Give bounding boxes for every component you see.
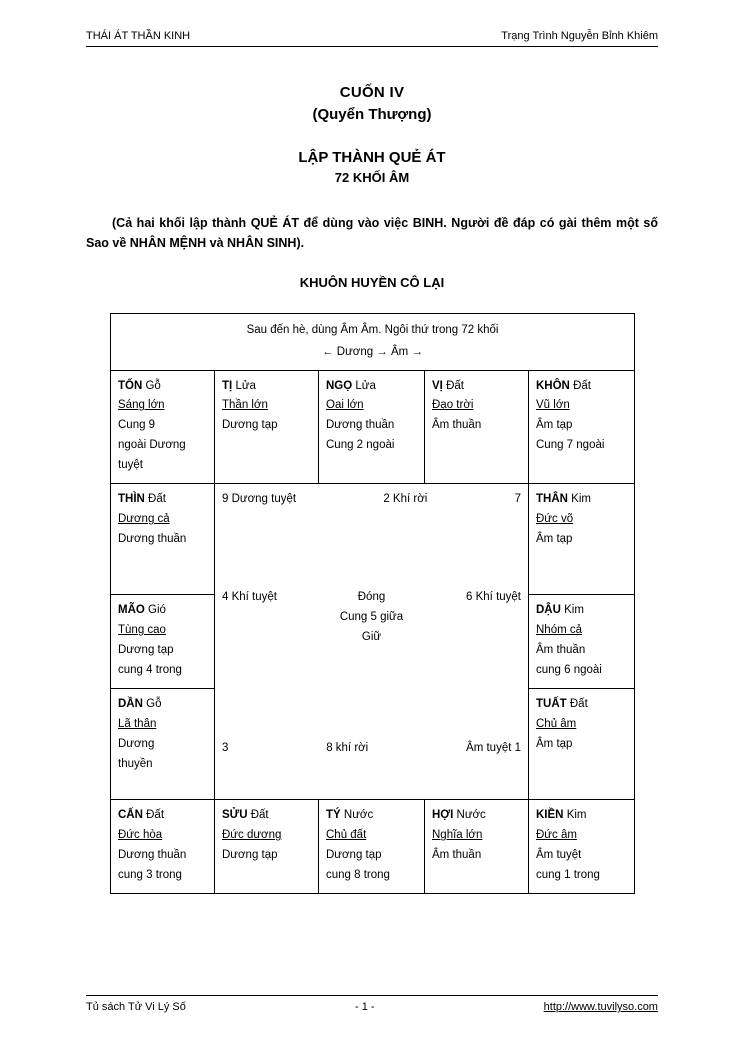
grid-caption-line2: ← Dương → Âm → <box>322 345 423 358</box>
grid-caption-cell <box>111 314 635 371</box>
cell-dau <box>529 595 635 689</box>
cell-name: NGỌ <box>326 379 353 392</box>
page-header <box>86 30 658 47</box>
cell-element: Đất <box>148 493 166 506</box>
cell-underline: Tùng cao <box>118 624 166 637</box>
center-bottom-left: 3 <box>222 742 229 755</box>
cell-khon <box>529 370 635 484</box>
cell-line3: cung 8 trong <box>326 868 390 881</box>
cell-line2: Âm thuần <box>432 848 482 861</box>
cell-line2: Cung 9 <box>118 419 156 432</box>
cell-element: Đất <box>446 379 464 392</box>
center-core-line1: Đóng <box>357 591 386 604</box>
cell-element: Đất <box>569 698 588 711</box>
cell-vi <box>425 370 529 484</box>
center-top-left: 9 Dương tuyệt <box>222 493 297 506</box>
cell-element: Nước <box>343 809 374 822</box>
cell-line2: Dương tạp <box>222 419 278 432</box>
center-top-mid: 2 Khí rời <box>383 493 428 506</box>
cell-name: DẬU <box>536 604 561 617</box>
cell-underline: Thần lớn <box>222 399 268 412</box>
cell-underline: Dương cả <box>118 513 170 526</box>
cell-line3: ngoài Dương tuyệt <box>118 438 186 471</box>
cell-line3: Cung 2 ngoài <box>326 438 395 451</box>
center-core-line2: Cung 5 giữa <box>339 610 404 623</box>
cell-name: DẦN <box>118 698 143 711</box>
cell-ty <box>319 800 425 894</box>
cell-underline: Nghĩa lớn <box>432 829 483 842</box>
cell-name: TÝ <box>326 809 341 822</box>
cell-name: TỊ <box>222 379 233 392</box>
cell-underline: Lã thân <box>118 718 157 731</box>
title-volume: CUỐN IV <box>339 84 405 101</box>
cell-name: SỬU <box>222 809 248 822</box>
grid-caption-line1: Sau đến hè, dùng Âm Âm. Ngôi thứ trong 72 khối <box>246 324 499 336</box>
intro-paragraph: (Cả hai khối lập thành QUẺ ÁT để dùng vào việc BINH. Người đề đáp có gài thêm một số Sao về NHÂN MỆNH và NHÂN SINH). <box>86 216 658 251</box>
center-mid-left: 4 Khí tuyệt <box>222 591 277 604</box>
cell-element: Kim <box>571 493 591 506</box>
cell-element: Kim <box>566 809 587 822</box>
cell-name: TUẤT <box>536 698 567 711</box>
khuon-grid-table <box>110 313 635 894</box>
cell-line2: Âm thuần <box>432 419 482 432</box>
header-left-text: THÁI ÁT THẦN KINH <box>86 30 191 42</box>
table-row <box>111 484 635 595</box>
cell-can <box>111 800 215 894</box>
footer-website-link[interactable]: http://www.tuvilyso.com <box>543 1001 658 1013</box>
cell-underline: Đạo trời <box>432 399 474 412</box>
cell-underline: Đức dương <box>222 829 282 842</box>
cell-element: Kim <box>564 604 584 617</box>
cell-name: KIỀN <box>536 809 564 822</box>
cell-element: Gỗ <box>145 379 161 392</box>
cell-name: THÌN <box>118 493 145 506</box>
cell-dan <box>111 689 215 800</box>
center-core-line3: Giữ <box>361 630 382 643</box>
cell-center-block <box>215 484 529 800</box>
cell-ton <box>111 370 215 484</box>
center-middle-row <box>222 588 521 647</box>
header-right-text: Trạng Trình Nguyễn Bỉnh Khiêm <box>501 30 658 42</box>
section-heading: KHUÔN HUYỀN CÔ LẠI <box>299 275 445 291</box>
center-top-row <box>222 490 521 510</box>
cell-element: Lửa <box>235 379 256 392</box>
cell-line2: Dương <box>118 737 155 750</box>
cell-name: KHÔN <box>536 379 570 392</box>
cell-underline: Sáng lớn <box>118 399 165 412</box>
cell-element: Đất <box>573 379 591 392</box>
cell-element: Gỗ <box>146 698 162 711</box>
center-top-right: 7 <box>514 493 521 506</box>
cell-name: CẤN <box>118 809 143 822</box>
cell-element: Lửa <box>355 379 376 392</box>
center-mid-right: 6 Khí tuyệt <box>466 591 521 604</box>
cell-mao <box>111 595 215 689</box>
cell-underline: Nhóm cả <box>536 624 583 637</box>
cell-name: THÂN <box>536 493 568 506</box>
cell-line2: Âm tạp <box>536 532 573 545</box>
table-row <box>111 800 635 894</box>
cell-line2: Dương thuần <box>118 848 187 861</box>
cell-underline: Oai lớn <box>326 399 364 412</box>
cell-name: HỢI <box>432 809 454 822</box>
cell-line2: Âm thuần <box>536 643 586 656</box>
cell-name: MÃO <box>118 604 145 617</box>
center-core <box>306 588 437 647</box>
table-row <box>111 314 635 371</box>
page-number: - 1 - <box>355 1001 375 1013</box>
cell-name: TỐN <box>118 379 143 392</box>
cell-underline: Đức hòa <box>118 829 163 842</box>
cell-kien <box>529 800 635 894</box>
title-block <box>86 82 658 290</box>
khuon-grid-wrapper <box>110 313 634 894</box>
cell-line2: Âm tạp <box>536 737 573 750</box>
cell-underline: Đức âm <box>536 829 577 842</box>
center-bottom-row <box>222 739 521 759</box>
cell-line3: Cung 7 ngoài <box>536 438 605 451</box>
cell-underline: Chủ âm <box>536 718 577 731</box>
cell-line3: cung 4 trong <box>118 663 182 676</box>
cell-line2: Dương thuần <box>326 419 395 432</box>
cell-element: Đất <box>146 809 165 822</box>
cell-name: VỊ <box>432 379 443 392</box>
cell-underline: Chủ đất <box>326 829 367 842</box>
title-subvolume: (Quyển Thượng) <box>312 105 432 123</box>
cell-element: Gió <box>148 604 166 617</box>
center-bottom-mid: 8 khí rời <box>326 742 369 755</box>
center-bottom-right: Âm tuyệt 1 <box>466 742 521 755</box>
cell-line2: Dương tạp <box>222 848 278 861</box>
cell-line2: Âm tuyệt <box>536 848 582 861</box>
cell-than <box>529 484 635 595</box>
cell-tuat <box>529 689 635 800</box>
cell-line2: Âm tạp <box>536 419 573 432</box>
cell-line3: cung 6 ngoài <box>536 663 602 676</box>
cell-line3: thuyền <box>118 757 153 770</box>
cell-thin <box>111 484 215 595</box>
cell-element: Đất <box>250 809 269 822</box>
table-row <box>111 370 635 484</box>
cell-underline: Vũ lớn <box>536 399 570 412</box>
footer-left-text: Tủ sách Tử Vi Lý Số <box>86 1001 186 1013</box>
cell-ngo <box>319 370 425 484</box>
cell-line2: Dương tạp <box>118 643 174 656</box>
page-footer <box>86 995 658 1013</box>
cell-hoi <box>425 800 529 894</box>
cell-ti <box>215 370 319 484</box>
cell-line3: cung 3 trong <box>118 868 182 881</box>
cell-suu <box>215 800 319 894</box>
title-main: LẬP THÀNH QUẺ ÁT <box>298 148 446 166</box>
cell-line2: Dương tạp <box>326 848 382 861</box>
title-secondary: 72 KHỐI ÂM <box>334 170 410 186</box>
cell-underline: Đức võ <box>536 513 574 526</box>
cell-element: Nước <box>456 809 486 822</box>
cell-line3: cung 1 trong <box>536 868 600 881</box>
cell-line2: Dương thuần <box>118 532 187 545</box>
